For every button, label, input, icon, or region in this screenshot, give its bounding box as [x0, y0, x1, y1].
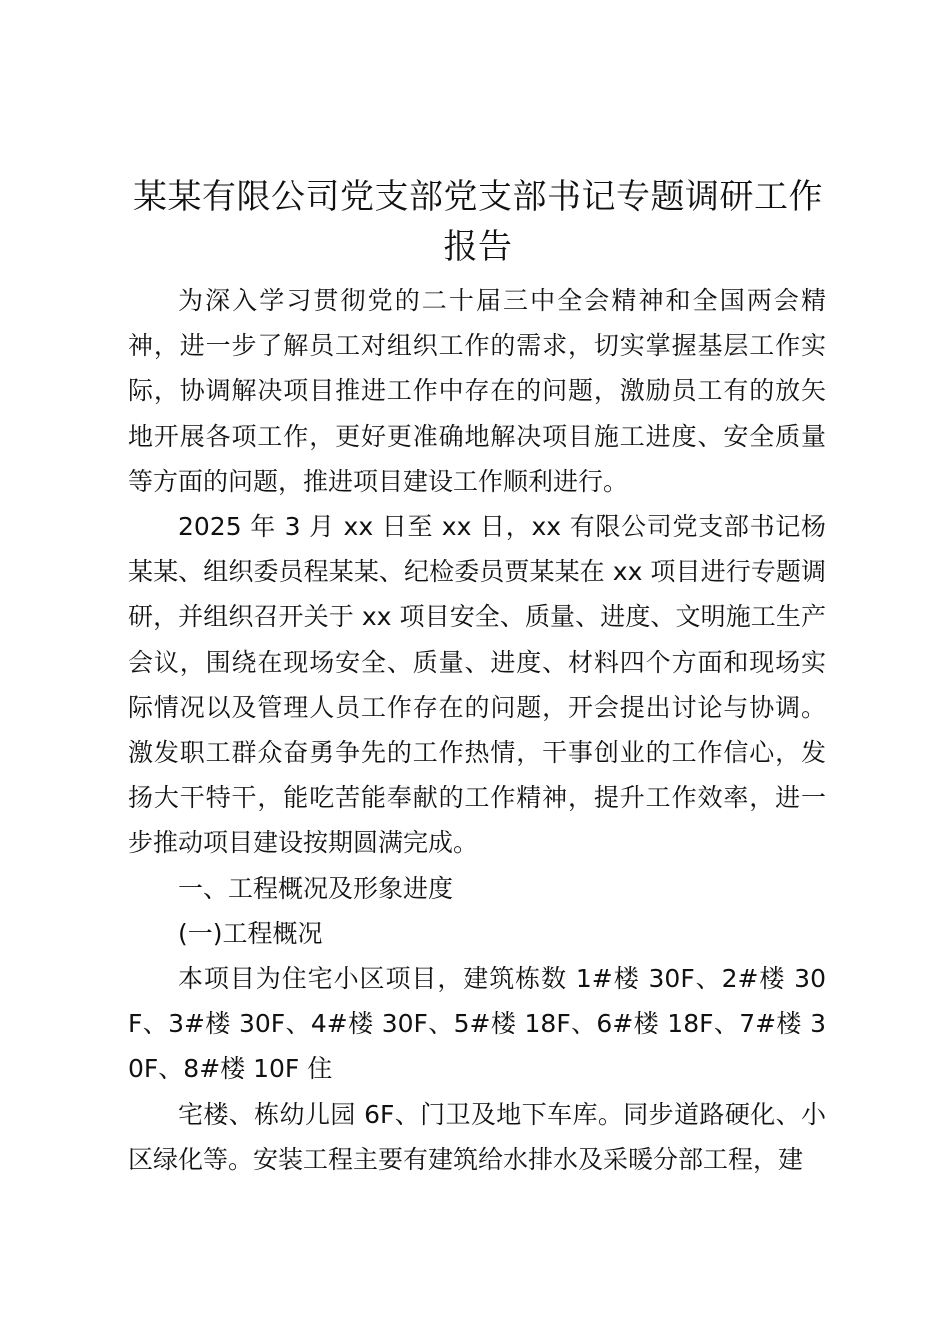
title-line-2: 报告 — [443, 227, 513, 267]
document-body — [128, 278, 826, 1182]
paragraph-project-overview: 本项目为住宅小区项目，建筑栋数 1#楼 30F、2#楼 30F、3#楼 30F、4#楼 30F、5#楼 18F、6#楼 18F、7#楼 30F、8#楼 10F 住 — [128, 964, 826, 1084]
title-line-1: 某某有限公司党支部党支部书记专题调研工作 — [133, 177, 823, 217]
paragraph-intro: 为深入学习贯彻党的二十届三中全会精神和全国两会精神，进一步了解员工对组织工作的需求，切实掌握基层工作实际，协调解决项目推进工作中存在的问题，激励员工有的放矢地开展各项工作，更好更准确地解决项目施工进度、安全质量等方面的问题，推进项目建设工作顺利进行。 — [128, 286, 826, 496]
subsection-heading: (一)工程概况 — [178, 918, 323, 948]
section-heading: 一、工程概况及形象进度 — [178, 873, 454, 903]
paragraph-research-summary: 2025 年 3 月 xx 日至 xx 日，xx 有限公司党支部书记杨某某、组织委员程某某、纪检委员贾某某在 xx 项目进行专题调研，并组织召开关于 xx 项目安全、质量、进度、文明施工生产会议，围绕在现场安全、质量、进度、材料四个方面和现场实际情况以及管理人员工作存在的问题，开会提出讨论与协调。激发职工群众奋勇争先的工作热情，干事创业的工作信心，发扬大干特干，能吃苦能奉献的工作精神，提升工作效率，进一步推动项目建设按期圆满完成。 — [128, 512, 826, 858]
document-title — [118, 172, 838, 272]
paragraph-project-details: 宅楼、栋幼儿园 6F、门卫及地下车库。同步道路硬化、小区绿化等。安装工程主要有建筑给水排水及采暖分部工程，建 — [128, 1099, 826, 1174]
